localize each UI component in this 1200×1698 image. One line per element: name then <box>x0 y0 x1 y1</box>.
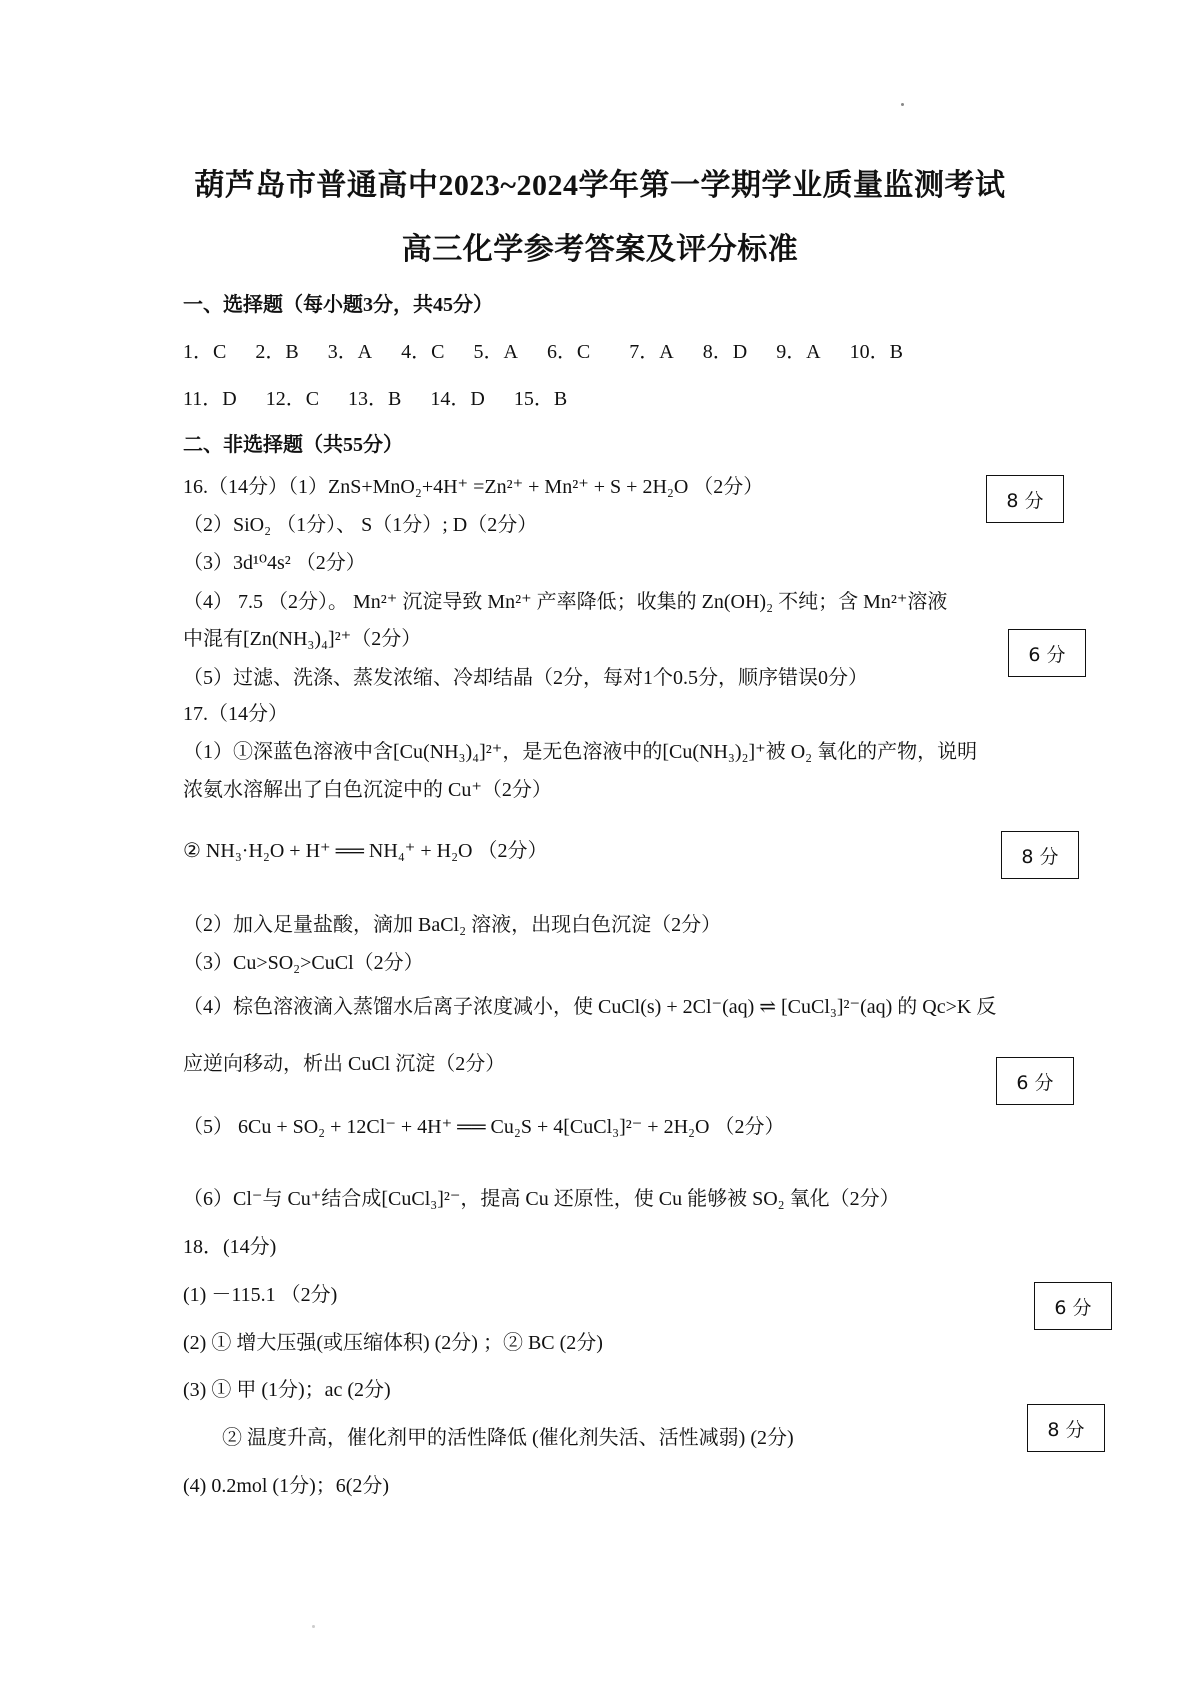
speck <box>312 1625 315 1628</box>
q17-line-6: （4）棕色溶液滴入蒸馏水后离子浓度减小，使 CuCl(s) + 2Cl⁻(aq) ⇌ [CuCl₃]²⁻(aq) 的 Qc>K 反 <box>183 996 997 1018</box>
page-title: 葫芦岛市普通高中2023~2024学年第一学期学业质量监测考试 <box>194 169 1006 202</box>
q18-line-4: ② 温度升高，催化剂甲的活性降低 (催化剂失活、活性减弱) (2分) <box>222 1427 794 1449</box>
score-box: 8 分 <box>1001 831 1079 879</box>
answer-item: 2．B <box>255 341 299 363</box>
q17-line-8: （5） 6Cu + SO₂ + 12Cl⁻ + 4H⁺ ══ Cu₂S + 4[CuCl₃]²⁻ + 2H₂O （2分） <box>183 1116 785 1138</box>
speck <box>901 103 904 106</box>
q18-line-1: (1) －115.1 （2分) <box>183 1284 338 1306</box>
q18-line-3: (3) ① 甲 (1分)；ac (2分) <box>183 1379 391 1401</box>
answer-item: 12．C <box>265 388 320 410</box>
answer-item: 9．A <box>776 341 821 363</box>
q17-line-5: （3）Cu>SO₂>CuCl（2分） <box>183 952 424 974</box>
choice-answers-row-1 <box>183 335 927 364</box>
q17-line-2: 浓氨水溶解出了白色沉淀中的 Cu⁺（2分） <box>183 779 552 801</box>
q18-heading: 18．(14分) <box>183 1236 277 1258</box>
q16-line-1: 16.（14分）（1）ZnS+MnO₂+4H⁺ =Zn²⁺ + Mn²⁺ + S + 2H₂O （2分） <box>183 476 764 498</box>
score-box: 8 分 <box>1027 1404 1105 1452</box>
q17-line-9: （6）Cl⁻与 Cu⁺结合成[CuCl₃]²⁻，提高 Cu 还原性，使 Cu 能够被 SO₂ 氧化（2分） <box>183 1188 900 1210</box>
q16-line-3: （3）3d¹⁰4s² （2分） <box>183 552 366 574</box>
page-subtitle: 高三化学参考答案及评分标准 <box>401 233 799 266</box>
answer-item: 14．D <box>430 388 485 410</box>
answer-item: 5．A <box>473 341 518 363</box>
answer-item: 10．B <box>849 341 903 363</box>
answer-item: 3．A <box>327 341 373 363</box>
answer-item: 1．C <box>183 341 227 363</box>
q18-line-2: (2) ① 增大压强(或压缩体积) (2分) ；② BC (2分) <box>183 1332 603 1354</box>
answer-item: 4．C <box>401 341 445 363</box>
q18-line-5: (4) 0.2mol (1分)；6(2分) <box>183 1475 390 1497</box>
answer-item: 15．B <box>513 388 568 410</box>
score-box: 6 分 <box>996 1057 1074 1105</box>
score-box: 8 分 <box>986 475 1064 523</box>
q16-line-4: （4） 7.5 （2分）。 Mn²⁺ 沉淀导致 Mn²⁺ 产率降低；收集的 Zn(OH)₂ 不纯；含 Mn²⁺溶液 <box>183 591 948 613</box>
q17-line-7: 应逆向移动，析出 CuCl 沉淀（2分） <box>183 1053 506 1075</box>
q16-line-2: （2）SiO₂ （1分）、 S（1分）; D（2分） <box>183 514 538 536</box>
q16-line-6: （5）过滤、洗涤、蒸发浓缩、冷却结晶（2分，每对1个0.5分，顺序错误0分） <box>183 667 868 689</box>
choice-answers-row-2 <box>183 382 591 411</box>
q16-line-5: 中混有[Zn(NH₃)₄]²⁺（2分） <box>183 628 422 650</box>
answer-item: 7．A <box>629 341 674 363</box>
answer-item: 13．B <box>348 388 402 410</box>
q17-line-3: ② NH₃·H₂O + H⁺ ══ NH₄⁺ + H₂O （2分） <box>183 840 548 862</box>
answer-item: 6．C <box>546 341 591 363</box>
q17-line-4: （2）加入足量盐酸，滴加 BaCl₂ 溶液，出现白色沉淀（2分） <box>183 914 722 936</box>
answer-item: 11．D <box>183 388 237 410</box>
score-box: 6 分 <box>1034 1282 1112 1330</box>
section-heading-choice: 一、选择题（每小题3分，共45分） <box>183 294 493 316</box>
answer-item: 8．D <box>702 341 748 363</box>
q17-line-1: （1）①深蓝色溶液中含[Cu(NH₃)₄]²⁺，是无色溶液中的[Cu(NH₃)₂]⁺被 O₂ 氧化的产物，说明 <box>183 741 978 763</box>
section-heading-nonchoice: 二、非选择题（共55分） <box>183 434 403 456</box>
q17-heading: 17.（14分） <box>183 703 288 725</box>
score-box: 6 分 <box>1008 629 1086 677</box>
